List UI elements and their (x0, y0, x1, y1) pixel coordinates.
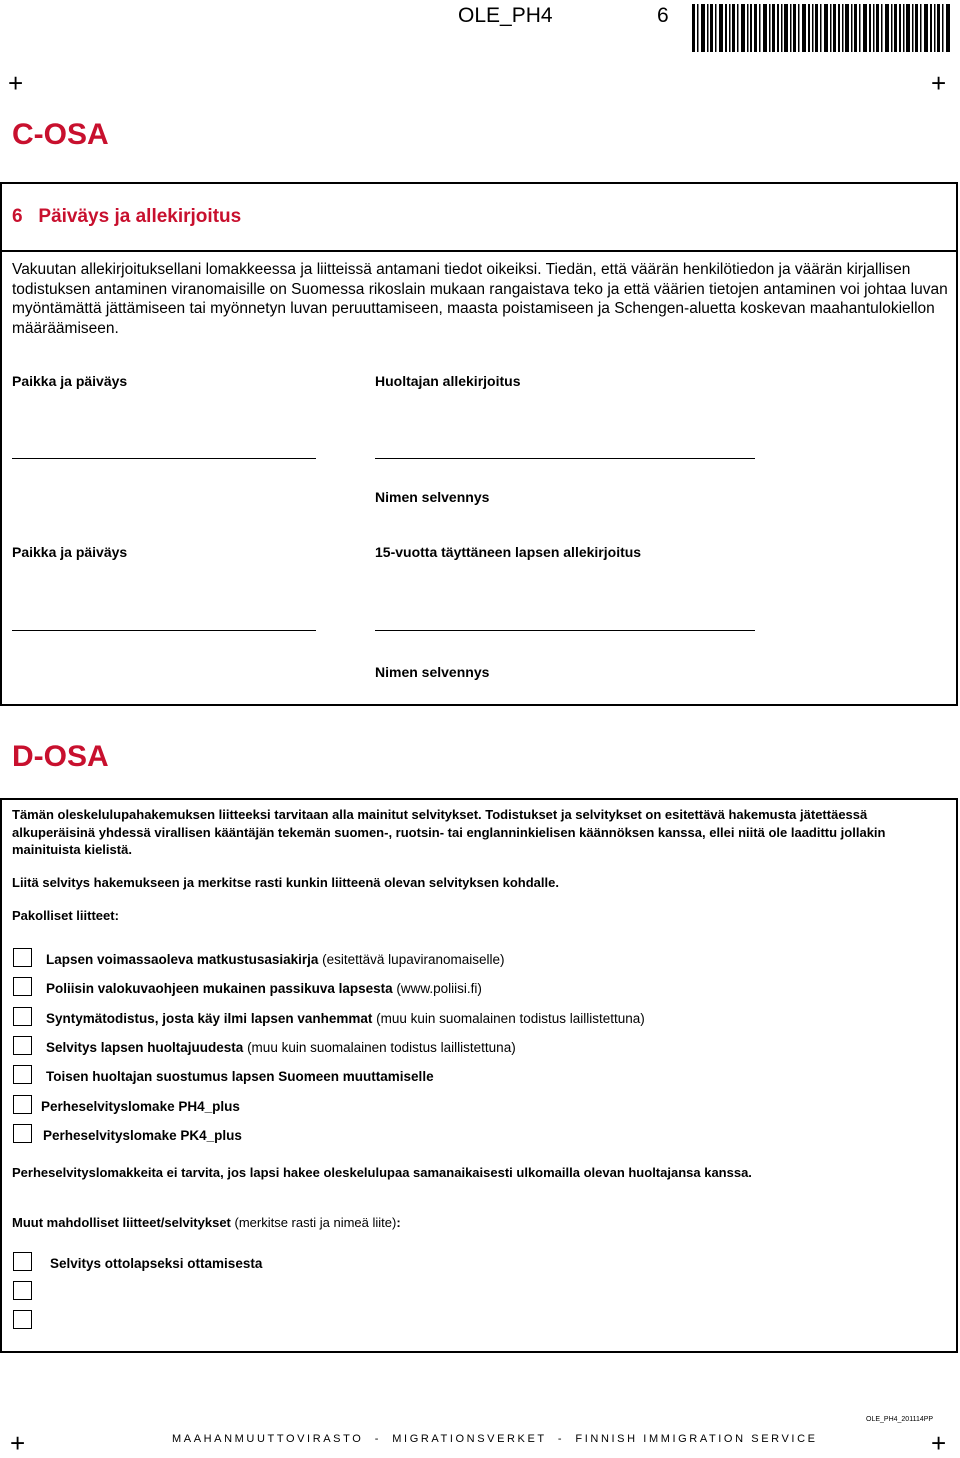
attachment-item: Perheselvityslomake PH4_plus (41, 1099, 240, 1114)
attachment-checkbox[interactable] (13, 1036, 32, 1055)
attachment-checkbox[interactable] (13, 977, 32, 996)
attachment-item: Syntymätodistus, josta käy ilmi lapsen vanhemmat (muu kuin suomalainen todistus laillistettuna) (46, 1011, 645, 1026)
attachment-checkbox[interactable] (13, 1065, 32, 1084)
barcode (692, 4, 950, 52)
section-d-title: D-OSA (12, 740, 109, 773)
declaration-text: Vakuutan allekirjoituksellani lomakkeessa ja liitteissä antamani tiedot oikeiksi. Tiedän, että väärän henkilötiedon ja väärän kirjallisen todistuksen antaminen viranomaisille on Suomessa rikoslain mukaan rangaistava teko ja että väärien tietojen antaminen voi johtaa luvan myöntämättä jättämiseen tai myönnetyn luvan peruuttamiseen, maasta poistamiseen ja Schengen-aluetta koskevan maahantulokiellon määräämiseen. (12, 261, 948, 337)
section-c-title-divider (0, 250, 958, 252)
child-signature-line[interactable] (375, 630, 755, 631)
attachment-checkbox[interactable] (13, 1124, 32, 1143)
section-c-title: C-OSA (12, 118, 109, 151)
attachment-item: Lapsen voimassaoleva matkustusasiakirja (esitettävä lupaviranomaiselle) (46, 952, 505, 967)
page-number: 6 (657, 4, 669, 27)
attachment-item: Toisen huoltajan suostumus lapsen Suomeen muuttamiselle (46, 1069, 434, 1084)
child-signature-label: 15-vuotta täyttäneen lapsen allekirjoitus (375, 544, 642, 560)
guardian-signature-label: Huoltajan allekirjoitus (375, 373, 521, 389)
name-clarification-label-1: Nimen selvennys (375, 489, 490, 505)
attachments-instruction: Liitä selvitys hakemukseen ja merkitse rasti kunkin liitteenä olevan selvityksen kohdalle. (12, 875, 559, 890)
attachment-item: Selvitys lapsen huoltajuudesta (muu kuin suomalainen todistus laillistettuna) (46, 1040, 516, 1055)
registration-mark-bottom-right: + (931, 1428, 947, 1458)
other-attachment-checkbox[interactable] (13, 1252, 32, 1271)
place-date-label-1: Paikka ja päiväys (12, 373, 128, 389)
attachments-intro: Tämän oleskelulupahakemuksen liitteeksi tarvitaan alla mainitut selvitykset. Todistukset ja selvitykset on esitettävä hakemusta jätettäessä alkuperäisinä yhdessä virallisen kääntäjän tekemän suomen-, ruotsin- tai englanninkielisen käännöksen kanssa, ellei niitä ole laadittu jollakin mainituista kielistä. (12, 807, 886, 857)
name-clarification-label-2: Nimen selvennys (375, 664, 490, 680)
attachment-checkbox[interactable] (13, 1095, 32, 1114)
signature-section-heading: 6 Päiväys ja allekirjoitus (12, 206, 242, 227)
guardian-signature-line[interactable] (375, 458, 755, 459)
family-form-note: Perheselvityslomakkeita ei tarvita, jos lapsi hakee oleskelulupaa samanaikaisesti ulkomailla olevan huoltajansa kanssa. (12, 1165, 752, 1180)
attachment-checkbox[interactable] (13, 948, 32, 967)
place-date-line-1[interactable] (12, 458, 316, 459)
other-attachment-checkbox[interactable] (13, 1310, 32, 1329)
agency-footer: MAAHANMUUTTOVIRASTO - MIGRATIONSVERKET - FINNISH IMMIGRATION SERVICE (172, 1433, 818, 1445)
form-code: OLE_PH4 (458, 4, 553, 27)
form-version-code: OLE_PH4_201114PP (866, 1416, 934, 1423)
registration-mark-bottom-left: + (10, 1428, 26, 1458)
mandatory-attachments-label: Pakolliset liitteet: (12, 908, 119, 923)
other-attachment-item: Selvitys ottolapseksi ottamisesta (50, 1256, 263, 1271)
attachment-checkbox[interactable] (13, 1007, 32, 1026)
attachment-item: Perheselvityslomake PK4_plus (43, 1128, 242, 1143)
attachment-item: Poliisin valokuvaohjeen mukainen passikuva lapsesta (www.poliisi.fi) (46, 981, 482, 996)
other-attachment-checkbox[interactable] (13, 1281, 32, 1300)
place-date-label-2: Paikka ja päiväys (12, 544, 128, 560)
place-date-line-2[interactable] (12, 630, 316, 631)
registration-mark-top-left: + (8, 68, 24, 98)
other-attachments-label: Muut mahdolliset liitteet/selvitykset (merkitse rasti ja nimeä liite): (12, 1215, 401, 1230)
registration-mark-top-right: + (931, 68, 947, 98)
